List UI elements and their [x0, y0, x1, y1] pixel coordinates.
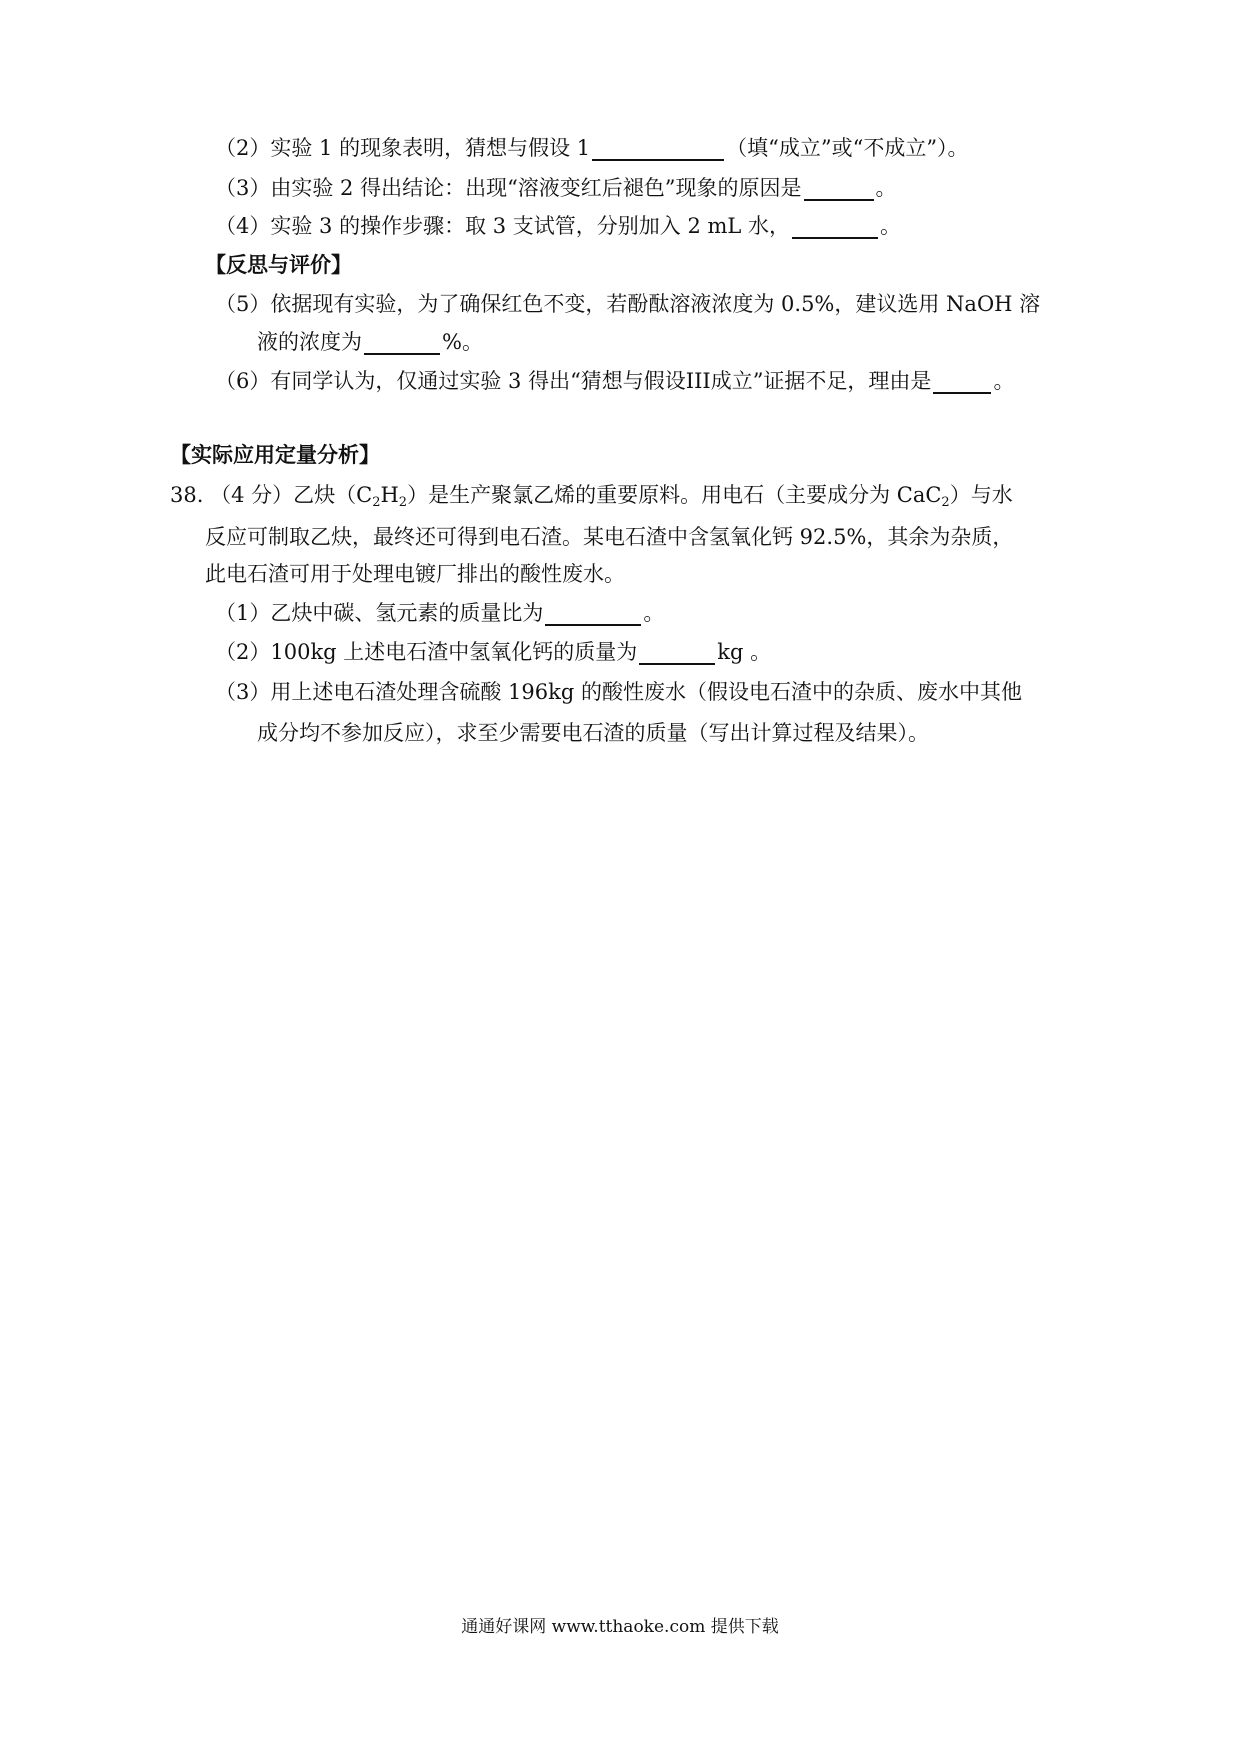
- subscript: 2: [372, 495, 381, 510]
- q37-item-5-line-2: [257, 327, 483, 357]
- q38-item-1: [215, 598, 664, 628]
- answer-blank[interactable]: [804, 177, 874, 201]
- q37-item-6-suffix: 。: [993, 369, 1015, 393]
- answer-blank[interactable]: [792, 215, 878, 239]
- answer-blank[interactable]: [933, 370, 991, 394]
- q38-item-3-line-2: 成分均不参加反应），求至少需要电石渣的质量（写出计算过程及结果）。: [257, 721, 929, 745]
- q37-item-4-suffix: 。: [880, 214, 902, 238]
- subscript: 2: [941, 495, 950, 510]
- answer-blank[interactable]: [364, 331, 440, 355]
- answer-blank[interactable]: [592, 137, 724, 161]
- q38-item-2: [215, 637, 771, 667]
- q38-item-2-suffix: kg 。: [717, 640, 772, 664]
- q38-intro-text: 38. （4 分）乙炔（C: [170, 483, 373, 507]
- page-footer: 通通好课网 www.tthaoke.com 提供下载: [461, 1617, 779, 1637]
- section-header: 【实际应用定量分析】: [170, 442, 380, 467]
- q37-item-6: [215, 366, 1014, 396]
- q37-item-3-text: （3）由实验 2 得出结论：出现“溶液变红后褪色”现象的原因是: [215, 176, 802, 200]
- q38-intro-line-3: 此电石渣可用于处理电镀厂排出的酸性废水。: [205, 562, 625, 586]
- q37-item-5-suffix: %。: [442, 330, 483, 354]
- q37-item-5-line-1: （5）依据现有实验，为了确保红色不变，若酚酞溶液浓度为 0.5%，建议选用 NaOH 溶: [215, 292, 1041, 316]
- q38-intro-text: H: [380, 483, 399, 507]
- q38-intro-text: ）与水: [949, 483, 1013, 507]
- q38-item-1-text: （1）乙炔中碳、氢元素的质量比为: [215, 601, 544, 625]
- q37-item-6-text: （6）有同学认为，仅通过实验 3 得出“猜想与假设III成立”证据不足，理由是: [215, 369, 932, 393]
- q38-item-3-line-1: （3）用上述电石渣处理含硫酸 196kg 的酸性废水（假设电石渣中的杂质、废水中其他: [215, 680, 1022, 704]
- subscript: 2: [398, 495, 408, 510]
- q37-item-2: [215, 133, 969, 163]
- reflection-header: 【反思与评价】: [205, 252, 352, 277]
- q37-item-5-text: 液的浓度为: [257, 330, 362, 354]
- q38-intro-line-1: [170, 480, 1013, 510]
- answer-blank[interactable]: [639, 641, 715, 665]
- q37-item-3: [215, 173, 897, 203]
- q38-intro-line-2: 反应可制取乙炔，最终还可得到电石渣。某电石渣中含氢氧化钙 92.5%，其余为杂质，: [205, 525, 1014, 549]
- q37-item-4-text: （4）实验 3 的操作步骤：取 3 支试管，分别加入 2 mL 水，: [215, 214, 791, 238]
- q37-item-4: [215, 211, 901, 241]
- q38-item-1-suffix: 。: [643, 601, 665, 625]
- q38-intro-text: ）是生产聚氯乙烯的重要原料。用电石（主要成分为 CaC: [407, 483, 942, 507]
- answer-blank[interactable]: [545, 602, 641, 626]
- q37-item-2-text: （2）实验 1 的现象表明，猜想与假设 1: [215, 136, 591, 160]
- q38-item-2-text: （2）100kg 上述电石渣中氢氧化钙的质量为: [215, 640, 638, 664]
- q37-item-2-suffix: （填“成立”或“不成立”）。: [726, 136, 969, 160]
- q37-item-3-suffix: 。: [875, 176, 897, 200]
